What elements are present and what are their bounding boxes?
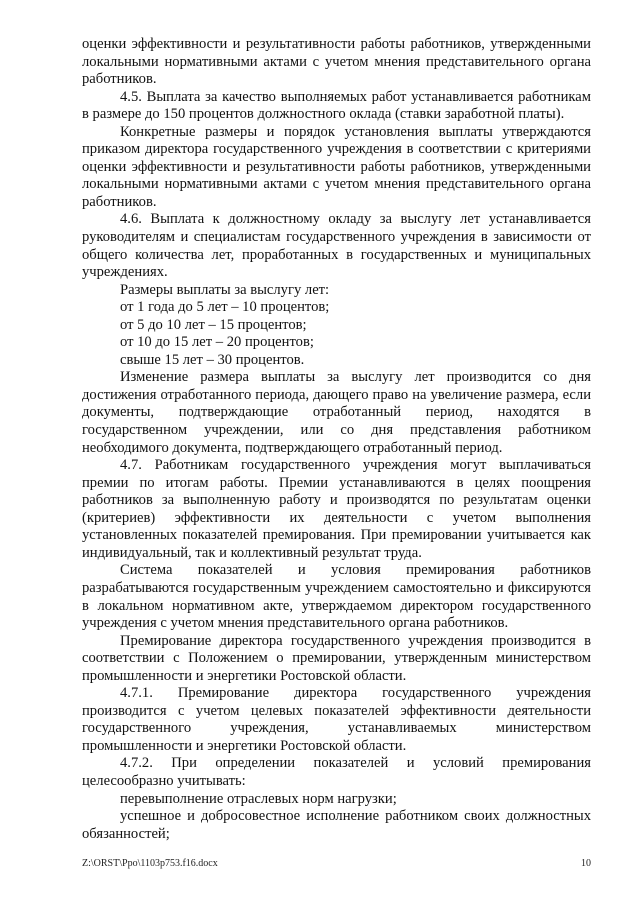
list-item: от 10 до 15 лет – 20 процентов; xyxy=(120,334,314,351)
paragraph: оценки эффективности и результативности работы работников, утвержденными локальными нормативными актами с учетом мнения представительного органа работников. xyxy=(82,36,591,88)
paragraph: Система показателей и условия премирования работников разрабатываются государственным учреждением самостоятельно и фиксируются в локальном нормативном акте, утверждаемом директором государственного учреждения с учетом мнения представительного органа работников. xyxy=(82,562,591,632)
paragraph: 4.7.1. Премирование директора государственного учреждения производится с учетом целевых показателей эффективности деятельности государственного учреждения, устанавливаемых министерством промышленности и энергетики Ростовской области. xyxy=(82,685,591,754)
list-item: свыше 15 лет – 30 процентов. xyxy=(120,351,305,368)
paragraph: 4.6. Выплата к должностному окладу за выслугу лет устанавливается руководителям и специалистам государственного учреждения в зависимости от общего количества лет, проработанных в государственных и муниципальных учреждениях. xyxy=(82,211,591,281)
list-item: от 5 до 10 лет – 15 процентов; xyxy=(120,316,307,333)
list-item: от 1 года до 5 лет – 10 процентов; xyxy=(120,299,330,316)
paragraph: 4.7.2. При определении показателей и условий премирования целесообразно учитывать: xyxy=(82,755,591,789)
paragraph: Конкретные размеры и порядок установления выплаты утверждаются приказом директора государственного учреждения в соответствии с критериями оценки эффективности и результативности работы работников, утвержденными локальными нормативными актами с учетом мнения представительного органа работников. xyxy=(82,123,591,210)
list-item: перевыполнение отраслевых норм нагрузки; xyxy=(120,790,397,807)
paragraph: Размеры выплаты за выслугу лет: xyxy=(120,281,330,298)
paragraph: Изменение размера выплаты за выслугу лет производится со дня достижения отработанного периода, дающего право на увеличение размера, если документы, подтверждающие отработанный период, находятся в государственном учреждении, или со дня представления работником необходимого документа, подтверждающего отработанный период. xyxy=(82,369,591,456)
file-path: Z:\ORST\Ppo\1103p753.f16.docx xyxy=(82,858,218,869)
paragraph: 4.5. Выплата за качество выполняемых работ устанавливается работникам в размере до 150 процентов должностного оклада (ставки заработной платы). xyxy=(82,88,591,123)
page-number: 10 xyxy=(581,858,591,869)
list-item: успешное и добросовестное исполнение работником своих должностных обязанностей; xyxy=(82,808,591,842)
paragraph: 4.7. Работникам государственного учреждения могут выплачиваться премии по итогам работы. Премии устанавливаются в целях поощрения работников за выполненную работу и производятся по результатам оценки (критериев) эффективности их деятельности с учетом выполнения установленных показателей премирования. При премировании учитывается как индивидуальный, так и коллективный результат труда. xyxy=(82,457,591,561)
paragraph: Премирование директора государственного учреждения производится в соответствии с Положением о премировании, утвержденным министерством промышленности и энергетики Ростовской области. xyxy=(82,632,591,684)
document-body xyxy=(82,36,591,843)
